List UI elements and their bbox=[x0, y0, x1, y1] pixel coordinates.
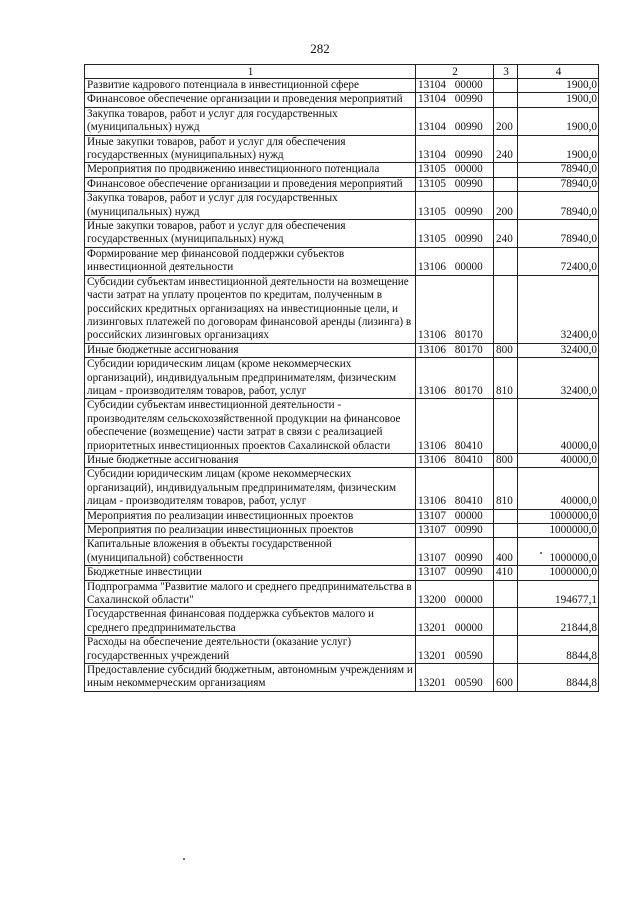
cell-name: Финансовое обеспечение организации и проведения мероприятий bbox=[85, 93, 416, 107]
scan-speck bbox=[183, 858, 185, 860]
cell-type bbox=[494, 509, 518, 523]
cell-type: 410 bbox=[494, 566, 518, 580]
cell-code: 13201 00590 bbox=[416, 636, 494, 664]
table-row bbox=[85, 192, 599, 220]
cell-code: 13107 00990 bbox=[416, 524, 494, 538]
header-col-3: 3 bbox=[494, 65, 518, 79]
cell-code: 13104 00990 bbox=[416, 107, 494, 135]
cell-code: 13106 80410 bbox=[416, 399, 494, 454]
cell-sum: 1000000,0 bbox=[518, 524, 599, 538]
cell-sum: 32400,0 bbox=[518, 275, 599, 343]
cell-type: 600 bbox=[494, 664, 518, 692]
table-row bbox=[85, 399, 599, 454]
table-row bbox=[85, 177, 599, 191]
header-col-1: 1 bbox=[85, 65, 416, 79]
cell-name: Иные бюджетные ассигнования bbox=[85, 453, 416, 467]
table-row bbox=[85, 220, 599, 248]
cell-code: 13105 00990 bbox=[416, 220, 494, 248]
cell-type bbox=[494, 275, 518, 343]
cell-code: 13200 00000 bbox=[416, 580, 494, 608]
cell-code: 13107 00990 bbox=[416, 538, 494, 566]
cell-sum: 1900,0 bbox=[518, 79, 599, 93]
cell-name: Предоставление субсидий бюджетным, автономным учреждениям и иным некоммерческим организациям bbox=[85, 664, 416, 692]
table-row bbox=[85, 247, 599, 275]
table-row bbox=[85, 135, 599, 163]
cell-name: Закупка товаров, работ и услуг для государственных (муниципальных) нужд bbox=[85, 192, 416, 220]
cell-type: 800 bbox=[494, 453, 518, 467]
cell-code: 13201 00590 bbox=[416, 664, 494, 692]
cell-code: 13107 00000 bbox=[416, 509, 494, 523]
cell-name: Формирование мер финансовой поддержки субъектов инвестиционной деятельности bbox=[85, 247, 416, 275]
cell-name: Субсидии субъектам инвестиционной деятельности на возмещение части затрат на уплату процентов по кредитам, полученным в российских кредитных организациях на инвестиционные цели, и лизинговых платежей по договорам финансовой аренды (лизинга) в российских лизинговых организациях bbox=[85, 275, 416, 343]
cell-sum: 8844,8 bbox=[518, 664, 599, 692]
cell-sum: 8844,8 bbox=[518, 636, 599, 664]
scan-speck bbox=[540, 552, 542, 554]
cell-type: 810 bbox=[494, 468, 518, 509]
cell-sum: 72400,0 bbox=[518, 247, 599, 275]
cell-type: 200 bbox=[494, 107, 518, 135]
table-row bbox=[85, 343, 599, 357]
table-row bbox=[85, 453, 599, 467]
cell-code: 13107 00990 bbox=[416, 566, 494, 580]
cell-type bbox=[494, 79, 518, 93]
cell-name: Финансовое обеспечение организации и проведения мероприятий bbox=[85, 177, 416, 191]
cell-code: 13105 00000 bbox=[416, 163, 494, 177]
cell-sum: 78940,0 bbox=[518, 220, 599, 248]
cell-sum: 1000000,0 bbox=[518, 509, 599, 523]
cell-name: Мероприятия по реализации инвестиционных проектов bbox=[85, 524, 416, 538]
cell-type: 810 bbox=[494, 358, 518, 399]
table-row bbox=[85, 79, 599, 93]
cell-name: Закупка товаров, работ и услуг для государственных (муниципальных) нужд bbox=[85, 107, 416, 135]
budget-table bbox=[84, 64, 599, 692]
table-row bbox=[85, 538, 599, 566]
cell-name: Развитие кадрового потенциала в инвестиционной сфере bbox=[85, 79, 416, 93]
header-col-4: 4 bbox=[518, 65, 599, 79]
cell-type bbox=[494, 93, 518, 107]
cell-type bbox=[494, 177, 518, 191]
table-row bbox=[85, 93, 599, 107]
table-row bbox=[85, 107, 599, 135]
table-row bbox=[85, 664, 599, 692]
cell-code: 13104 00990 bbox=[416, 93, 494, 107]
table-row bbox=[85, 608, 599, 636]
cell-code: 13105 00990 bbox=[416, 177, 494, 191]
table-row bbox=[85, 636, 599, 664]
cell-code: 13105 00990 bbox=[416, 192, 494, 220]
cell-name: Государственная финансовая поддержка субъектов малого и среднего предпринимательства bbox=[85, 608, 416, 636]
table-row bbox=[85, 275, 599, 343]
table-row bbox=[85, 509, 599, 523]
cell-sum: 40000,0 bbox=[518, 453, 599, 467]
cell-sum: 78940,0 bbox=[518, 163, 599, 177]
cell-name: Иные закупки товаров, работ и услуг для обеспечения государственных (муниципальных) нужд bbox=[85, 135, 416, 163]
cell-type bbox=[494, 247, 518, 275]
cell-name: Подпрограмма "Развитие малого и среднего предпринимательства в Сахалинской области" bbox=[85, 580, 416, 608]
cell-name: Иные бюджетные ассигнования bbox=[85, 343, 416, 357]
cell-name: Мероприятия по продвижению инвестиционного потенциала bbox=[85, 163, 416, 177]
cell-sum: 78940,0 bbox=[518, 192, 599, 220]
cell-sum: 21844,8 bbox=[518, 608, 599, 636]
cell-type: 400 bbox=[494, 538, 518, 566]
cell-sum: 40000,0 bbox=[518, 468, 599, 509]
cell-type bbox=[494, 580, 518, 608]
cell-sum: 1900,0 bbox=[518, 107, 599, 135]
table-header-row bbox=[85, 65, 599, 79]
cell-name: Капитальные вложения в объекты государственной (муниципальной) собственности bbox=[85, 538, 416, 566]
cell-sum: 1000000,0 bbox=[518, 538, 599, 566]
table-row bbox=[85, 163, 599, 177]
cell-type bbox=[494, 636, 518, 664]
cell-sum: 40000,0 bbox=[518, 399, 599, 454]
cell-sum: 32400,0 bbox=[518, 358, 599, 399]
cell-code: 13106 80410 bbox=[416, 468, 494, 509]
table-row bbox=[85, 468, 599, 509]
cell-sum: 1900,0 bbox=[518, 93, 599, 107]
cell-code: 13201 00000 bbox=[416, 608, 494, 636]
cell-name: Субсидии субъектам инвестиционной деятельности - производителям сельскохозяйственной продукции на финансовое обеспечение (возмещение) части затрат в связи с реализацией приоритетных инвестиционных проектов Сахалинской области bbox=[85, 399, 416, 454]
cell-type: 800 bbox=[494, 343, 518, 357]
cell-sum: 194677,1 bbox=[518, 580, 599, 608]
cell-name: Бюджетные инвестиции bbox=[85, 566, 416, 580]
cell-code: 13106 00000 bbox=[416, 247, 494, 275]
cell-sum: 78940,0 bbox=[518, 177, 599, 191]
table-row bbox=[85, 566, 599, 580]
cell-type bbox=[494, 608, 518, 636]
cell-name: Субсидии юридическим лицам (кроме некоммерческих организаций), индивидуальным предпринимателям, физическим лицам - производителям товаров, работ, услуг bbox=[85, 468, 416, 509]
table-row bbox=[85, 524, 599, 538]
cell-sum: 32400,0 bbox=[518, 343, 599, 357]
cell-code: 13106 80170 bbox=[416, 343, 494, 357]
cell-name: Иные закупки товаров, работ и услуг для обеспечения государственных (муниципальных) нужд bbox=[85, 220, 416, 248]
cell-code: 13106 80170 bbox=[416, 275, 494, 343]
cell-sum: 1000000,0 bbox=[518, 566, 599, 580]
table-row bbox=[85, 358, 599, 399]
page-number: 282 bbox=[310, 41, 330, 56]
cell-type bbox=[494, 399, 518, 454]
cell-name: Мероприятия по реализации инвестиционных проектов bbox=[85, 509, 416, 523]
cell-code: 13104 00000 bbox=[416, 79, 494, 93]
header-col-2: 2 bbox=[416, 65, 494, 79]
cell-type: 240 bbox=[494, 220, 518, 248]
cell-type: 200 bbox=[494, 192, 518, 220]
table-body bbox=[85, 79, 599, 692]
cell-name: Субсидии юридическим лицам (кроме некоммерческих организаций), индивидуальным предпринимателям, физическим лицам - производителям товаров, работ, услуг bbox=[85, 358, 416, 399]
cell-type bbox=[494, 163, 518, 177]
cell-code: 13104 00990 bbox=[416, 135, 494, 163]
cell-name: Расходы на обеспечение деятельности (оказание услуг) государственных учреждений bbox=[85, 636, 416, 664]
cell-type bbox=[494, 524, 518, 538]
cell-code: 13106 80170 bbox=[416, 358, 494, 399]
table-row bbox=[85, 580, 599, 608]
cell-sum: 1900,0 bbox=[518, 135, 599, 163]
cell-type: 240 bbox=[494, 135, 518, 163]
cell-code: 13106 80410 bbox=[416, 453, 494, 467]
